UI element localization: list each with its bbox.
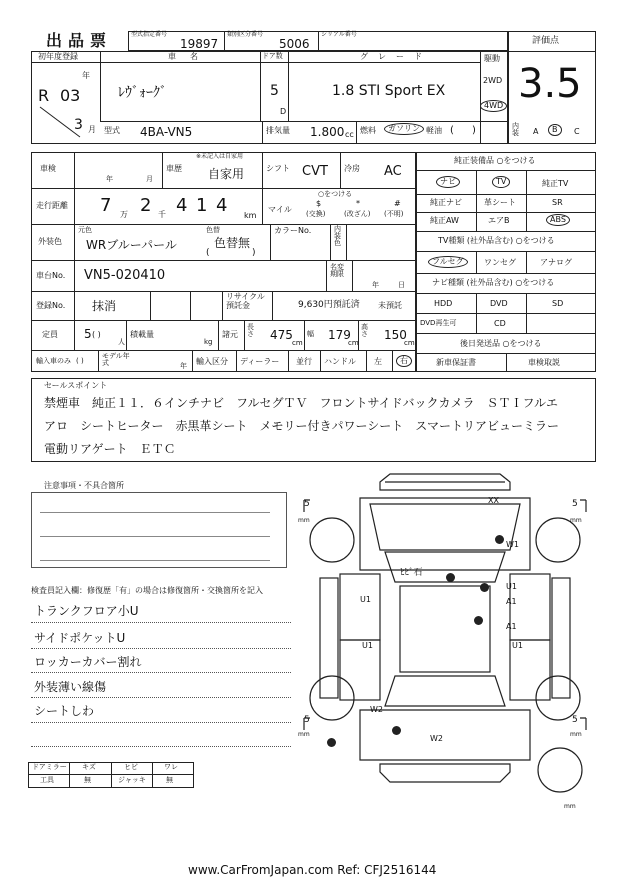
repair-note-2: サイドポケットU — [34, 631, 126, 645]
color-label: 外装色 — [38, 237, 62, 246]
usage-value: 自家用 — [208, 167, 245, 181]
equip-leather-seat: 革シート — [484, 198, 516, 207]
interior-b-circled: B — [548, 124, 562, 136]
car-damage-diagram — [290, 470, 610, 820]
name-change-day-unit: 日 — [398, 281, 405, 289]
damage-mark-a1-right-2: A1 — [506, 622, 517, 631]
damage-mark-w1: W1 — [506, 540, 519, 549]
ac-label: 冷房 — [344, 164, 360, 173]
cc-unit: cc — [345, 130, 354, 139]
width-cm: cm — [348, 339, 359, 347]
tv-fullseg-circled: フルセグ — [428, 256, 468, 268]
first-reg-era: R — [38, 86, 50, 105]
tread-rl-value: 5 — [304, 715, 310, 725]
damage-mark-u1-left: U1 — [360, 595, 371, 604]
exchange-label: (交換) — [306, 210, 326, 218]
equip-sr: SR — [552, 198, 563, 207]
sales-line-3: 電動リアゲート ＥＴＣ — [44, 442, 176, 456]
first-reg-month: 3 — [74, 117, 83, 133]
fuel-paren-open: ( — [450, 125, 454, 136]
drive-label: 駆動 — [484, 54, 500, 63]
unknown-mark: # — [394, 199, 401, 208]
tv-analog: アナログ — [540, 258, 572, 267]
fuel-gasoline-circled: ガソリン — [384, 123, 424, 135]
import-type-label: 輸入区分 — [196, 357, 228, 366]
height-label: 高さ — [361, 323, 368, 338]
shift-label: シフト — [266, 164, 290, 173]
width-value: 179 — [328, 328, 351, 342]
tools-header-scratch: キズ — [82, 763, 96, 771]
tools-row-tools: 工具 — [40, 776, 54, 784]
interior-c: C — [574, 127, 580, 136]
door-type: D — [280, 107, 287, 116]
model-no-label: 型式指定番号 — [131, 31, 168, 38]
damage-mark-w2-left: W2 — [370, 705, 383, 714]
tread-fl-mm: mm — [298, 517, 310, 524]
navi-cd: CD — [494, 319, 506, 328]
repaint-value: 色替無 — [214, 236, 251, 250]
class-no: 5006 — [279, 37, 310, 51]
interior-a: A — [533, 127, 539, 136]
repair-note-1: トランクフロア小U — [34, 604, 139, 618]
equip-tv-circled: TV — [492, 176, 510, 188]
handle-label: ハンドル — [324, 357, 356, 366]
color-no-label: カラーNo. — [274, 226, 312, 235]
model-value: 4BA-VN5 — [140, 125, 193, 139]
damage-mark-u1-right-2: U1 — [512, 641, 523, 650]
model-no: 19897 — [180, 37, 219, 51]
first-reg-month-unit: 月 — [88, 125, 96, 134]
exchange-mark: $ — [316, 199, 322, 208]
tread-spare-mm: mm — [564, 803, 576, 810]
recycle-label: リサイクル預託金 — [226, 292, 265, 310]
import-parallel: 並行 — [296, 357, 312, 366]
first-reg-year: 03 — [60, 86, 81, 105]
sales-point-label: セールスポイント — [44, 381, 108, 390]
tv-title: TV種類 (社外品含む) ○をつける — [438, 236, 555, 245]
drive-2wd: 2WD — [483, 76, 503, 85]
rating-value: 3.5 — [518, 61, 582, 107]
interior-color-label: 内装色 — [334, 225, 341, 247]
equip-navi-circled: ナビ — [436, 176, 460, 188]
width-label: 幅 — [307, 330, 314, 338]
length-label: 長さ — [247, 323, 254, 338]
tools-row-none-1: 無 — [84, 776, 91, 784]
mileage-unit-sen: 千 — [158, 210, 166, 219]
usage-note: ※未記入は自家用 — [196, 153, 244, 160]
registration-label: 登録No. — [36, 301, 66, 310]
interior-label: 内装 — [512, 122, 519, 137]
tamper-label: (改ざん) — [344, 210, 371, 218]
color-value: WRブルーパール — [86, 238, 177, 252]
serial-label: シリアル番号 — [321, 31, 357, 38]
first-reg-label: 初年度登録 — [38, 52, 78, 61]
equip-airbag: エアB — [488, 216, 510, 225]
mileage-digit-3: 4 — [176, 195, 188, 216]
shift-value: CVT — [302, 164, 328, 179]
repair-note-4: 外装薄い線傷 — [34, 680, 107, 694]
drive-4wd-circled: 4WD — [480, 100, 507, 112]
model-label: 型式 — [104, 126, 120, 135]
damage-mark-u1-center: U1 — [362, 641, 373, 650]
notes-box — [31, 492, 287, 568]
length-value: 475 — [270, 328, 293, 342]
damage-mark-glass: ﾋﾋﾞ石 — [400, 568, 423, 578]
unknown-label: (不明) — [384, 210, 404, 218]
fuel-paren-close: ) — [472, 125, 476, 136]
car-name: ﾚｳﾞｫｰｸﾞ — [118, 85, 167, 101]
form-title: 出品票 — [46, 31, 113, 50]
doors-label: ドア数 — [262, 52, 283, 60]
mileage-digit-5: 4 — [216, 195, 228, 216]
first-reg-diagonal — [38, 105, 83, 140]
import-paren: ( ) — [76, 357, 84, 365]
chassis-label: 車台No. — [36, 271, 66, 280]
import-label: 輸入車のみ — [36, 357, 71, 365]
mileage-circle-note: ○をつける — [318, 190, 353, 198]
mileage-km: km — [244, 211, 257, 220]
model-year-label: モデル年式 — [102, 352, 130, 367]
repair-note-3: ロッカーカバー割れ — [34, 655, 142, 669]
height-value: 150 — [384, 328, 407, 342]
capacity-unit: 人 — [118, 338, 125, 346]
handle-right-circled: 右 — [396, 355, 412, 367]
sales-line-1: 禁煙車 純正１１．６インチナビ フルセグＴＶ フロントサイドバックカメラ ＳＴＩフルエ — [44, 396, 558, 410]
equip-genuine-navi: 純正ナビ — [430, 198, 462, 207]
grade-label: グレード — [360, 52, 432, 61]
tread-rl-mm: mm — [298, 731, 310, 738]
load-label: 積載量 — [130, 330, 154, 339]
tread-rr-mm: mm — [570, 731, 582, 738]
model-year-unit: 年 — [180, 362, 187, 370]
inspector-label: 検査員記入欄：修復歴「有」の場合は修復箇所・交換箇所を記入 — [31, 586, 263, 595]
displacement-value: 1.800 — [310, 125, 345, 139]
equip-genuine-aw: 純正AW — [430, 216, 459, 225]
docs-warranty: 新車保証書 — [436, 358, 476, 367]
tread-rr-value: 5 — [572, 715, 578, 725]
name-change-year-unit: 年 — [372, 281, 379, 289]
tools-row-jack: ジャッキ — [118, 776, 146, 784]
grade-value: 1.8 STI Sport EX — [332, 83, 446, 99]
registration-value: 抹消 — [92, 299, 117, 313]
import-dealer: ディーラー — [240, 357, 280, 366]
navi-dvd: DVD — [490, 299, 508, 308]
recycle-unpaid: 未預託 — [378, 301, 402, 310]
orig-color-label: 元色 — [78, 226, 92, 234]
repaint-paren-open: ( — [206, 248, 210, 258]
mileage-digit-2: 2 — [140, 195, 152, 216]
notes-label: 注意事項・不具合箇所 — [44, 481, 124, 490]
mileage-digit-4: 1 — [196, 195, 208, 216]
displacement-label: 排気量 — [266, 126, 290, 135]
size-label: 諸元 — [222, 330, 238, 339]
tread-fr-value: 5 — [572, 499, 578, 509]
recycle-value: 9,630円預託済 — [298, 300, 360, 310]
docs-manual: 車検取説 — [528, 358, 560, 367]
ac-value: AC — [384, 164, 402, 179]
inspection-label: 車検 — [40, 164, 56, 173]
chassis-value: VN5-020410 — [84, 268, 166, 283]
first-reg-year-unit: 年 — [82, 71, 90, 80]
light-oil-label: 軽油 — [426, 126, 442, 135]
mile-label: マイル — [268, 205, 292, 214]
mileage-digit-1: 7 — [100, 195, 112, 216]
navi-sd: SD — [552, 299, 564, 308]
sales-line-2: アロ シートヒーター 赤黒革シート メモリー付きパワーシート スマートリアビューミラー — [44, 419, 560, 433]
navi-dvd-play: DVD再生可 — [420, 319, 457, 327]
docs-title: 後日発送品 ○をつける — [460, 339, 542, 348]
repaint-label: 色替 — [206, 226, 220, 234]
repaint-paren-close: ) — [252, 248, 256, 258]
equip-genuine-tv: 純正TV — [542, 179, 569, 188]
repair-note-5: シートしわ — [34, 704, 95, 718]
navi-hdd: HDD — [434, 299, 453, 308]
tv-oneseg: ワンセグ — [484, 258, 516, 267]
capacity-paren: ( ) — [92, 330, 101, 339]
damage-mark-a1-right: A1 — [506, 597, 517, 606]
footer-watermark: www.CarFromJapan.com Ref: CFJ2516144 — [188, 863, 437, 877]
length-cm: cm — [292, 339, 303, 347]
capacity-label: 定員 — [42, 330, 58, 339]
tread-fr-mm: mm — [570, 517, 582, 524]
height-cm: cm — [404, 339, 415, 347]
tamper-mark: * — [356, 199, 360, 208]
tools-header-break: ワレ — [164, 763, 178, 771]
equipment-title: 純正装備品 ○をつける — [454, 156, 536, 165]
load-kg: kg — [204, 338, 213, 346]
damage-mark-u1-right: U1 — [506, 582, 517, 591]
tread-fl-value: 5 — [304, 499, 310, 509]
usage-label: 車歴 — [166, 164, 182, 173]
equip-abs-circled: ABS — [546, 214, 570, 226]
damage-mark-w2-bottom: W2 — [430, 734, 443, 743]
tools-header-crack: ヒビ — [124, 763, 138, 771]
rating-label: 評価点 — [532, 36, 560, 46]
car-name-label: 車名 — [168, 52, 212, 61]
tools-header-mirror: ドアミラー — [32, 763, 67, 771]
handle-left: 左 — [374, 357, 382, 366]
fuel-label: 燃料 — [360, 126, 376, 135]
inspection-year-unit: 年 — [106, 175, 113, 183]
doors-value: 5 — [270, 83, 279, 99]
navi-title: ナビ種類 (社外品含む) ○をつける — [432, 278, 555, 287]
name-change-label: 名変期限 — [330, 263, 344, 278]
tools-row-none-2: 無 — [166, 776, 173, 784]
mileage-label: 走行距離 — [36, 201, 68, 210]
mileage-unit-man: 万 — [120, 210, 128, 219]
inspection-month-unit: 月 — [146, 175, 153, 183]
class-no-label: 類別区分番号 — [227, 31, 264, 38]
capacity-value: 5 — [84, 327, 92, 341]
damage-mark-xx: XX — [488, 496, 499, 505]
